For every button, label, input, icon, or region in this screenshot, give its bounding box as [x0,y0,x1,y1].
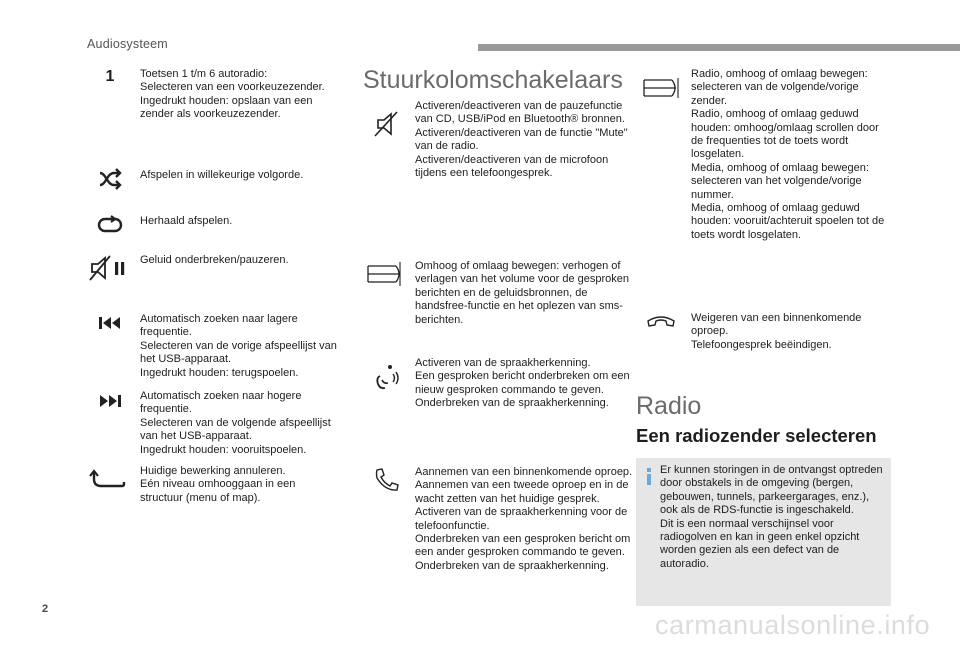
item-text: Automatisch zoeken naar hogere frequentie. Selecteren van de volgende afspeellijst van het USB-apparaat. Ingedrukt houden: vooruitspoelen. [140,390,331,456]
page-number: 2 [42,603,49,615]
list-item [140,390,340,457]
info-icon [646,468,652,485]
phone-hangup-icon [641,313,681,331]
repeat-icon [90,215,130,235]
list-item [140,465,340,505]
list-item [140,215,340,228]
item-text: Automatisch zoeken naar lagere frequentie. Selecteren van de vorige afspeellijst van het USB-apparaat. Ingedrukt houden: terugspoelen. [140,313,337,379]
watermark: carmanualsonline.info [655,610,931,640]
list-item [691,68,889,242]
item-text: Aannemen van een binnenkomende oproep. Aannemen van een tweede oproep en in de wacht zetten van het huidige gesprek. Activeren van de spraakherkenning voor de telefoonfunctie. Onderbreken van een gesproken bericht om een ander gesproken commando te geven. Onderbreken van de spraakherkenning. [415,466,633,572]
item-text: Toetsen 1 t/m 6 autoradio: Selecteren van een voorkeuzezender. Ingedrukt houden: opslaan van een zender als voorkeuzezender. [140,68,325,121]
section-title-radio: Radio [636,392,702,420]
skip-back-icon [90,315,130,331]
list-item [415,357,633,411]
list-item [140,169,340,182]
list-item [691,312,889,352]
subsection-title: Een radiozender selecteren [636,425,877,446]
volume-up-down-control-icon [363,260,407,288]
item-text: Geluid onderbreken/pauzeren. [140,254,289,266]
list-item [415,260,633,327]
item-text: Activeren van de spraakherkenning. Een gesproken bericht onderbreken om een nieuw gesproken commando te geven. Onderbreken van de spraakherkenning. [415,357,630,410]
shuffle-icon [90,168,130,190]
item-text: Afspelen in willekeurige volgorde. [140,169,304,181]
back-return-icon [84,468,130,490]
item-text: Radio, omhoog of omlaag bewegen: selecteren van de volgende/vorige zender. Radio, omhoog of omlaag geduwd houden: omhoog/omlaag scrollen door de frequenties tot de toets wordt losgelaten. Media, omhoog of omlaag bewegen: selecteren van het volgende/vorige nummer. Media, omhoog of omlaag geduwd houden: vooruit/achteruit spoelen tot de toets wordt losgelaten. [691,68,885,241]
item-text: Weigeren van een binnenkomende oproep. Telefoongesprek beëindigen. [691,312,862,351]
info-text: Er kunnen storingen in de ontvangst optreden door obstakels in de omgeving (bergen, gebouwen, tunnels, parkeergarages, enz.), ook als de RDS-functie is ingeschakeld. Dit is een normaal verschijnsel voor radiogolven en kan in geen enkel opzicht worden gezien als een defect van de autoradio. [660,464,883,570]
item-text: Huidige bewerking annuleren. Eén niveau omhooggaan in een structuur (menu of map). [140,465,296,504]
section-title-steering: Stuurkolomschakelaars [363,66,623,94]
item-text: Activeren/deactiveren van de pauzefunctie van CD, USB/iPod en Bluetooth® bronnen. Activeren/deactiveren van de functie "Mute" van de radio. Activeren/deactiveren van de microfoon tijdens een telefoongesprek. [415,100,628,180]
list-item [105,68,340,122]
phone-answer-icon [367,466,407,492]
info-box [636,458,891,606]
list-item [415,100,633,180]
item-text: Herhaald afspelen. [140,215,233,227]
header-title: Audiosysteem [87,37,168,51]
mute-speaker-icon [367,110,407,138]
header-bar [478,44,960,51]
list-item [140,313,340,380]
item-text: Omhoog of omlaag bewegen: verhogen of verlagen van het volume voor de gesproken berichten en de geluidsbronnen, de handsfree-functie en het oplezen van sms-berichten. [415,260,630,326]
voice-recognition-icon [367,363,407,393]
list-item [415,466,633,573]
list-item [140,254,340,267]
skip-forward-icon [90,393,130,409]
mute-pause-icon [86,254,130,282]
scroll-wheel-icon [639,74,683,102]
digit-one-icon: 1 [105,68,115,86]
